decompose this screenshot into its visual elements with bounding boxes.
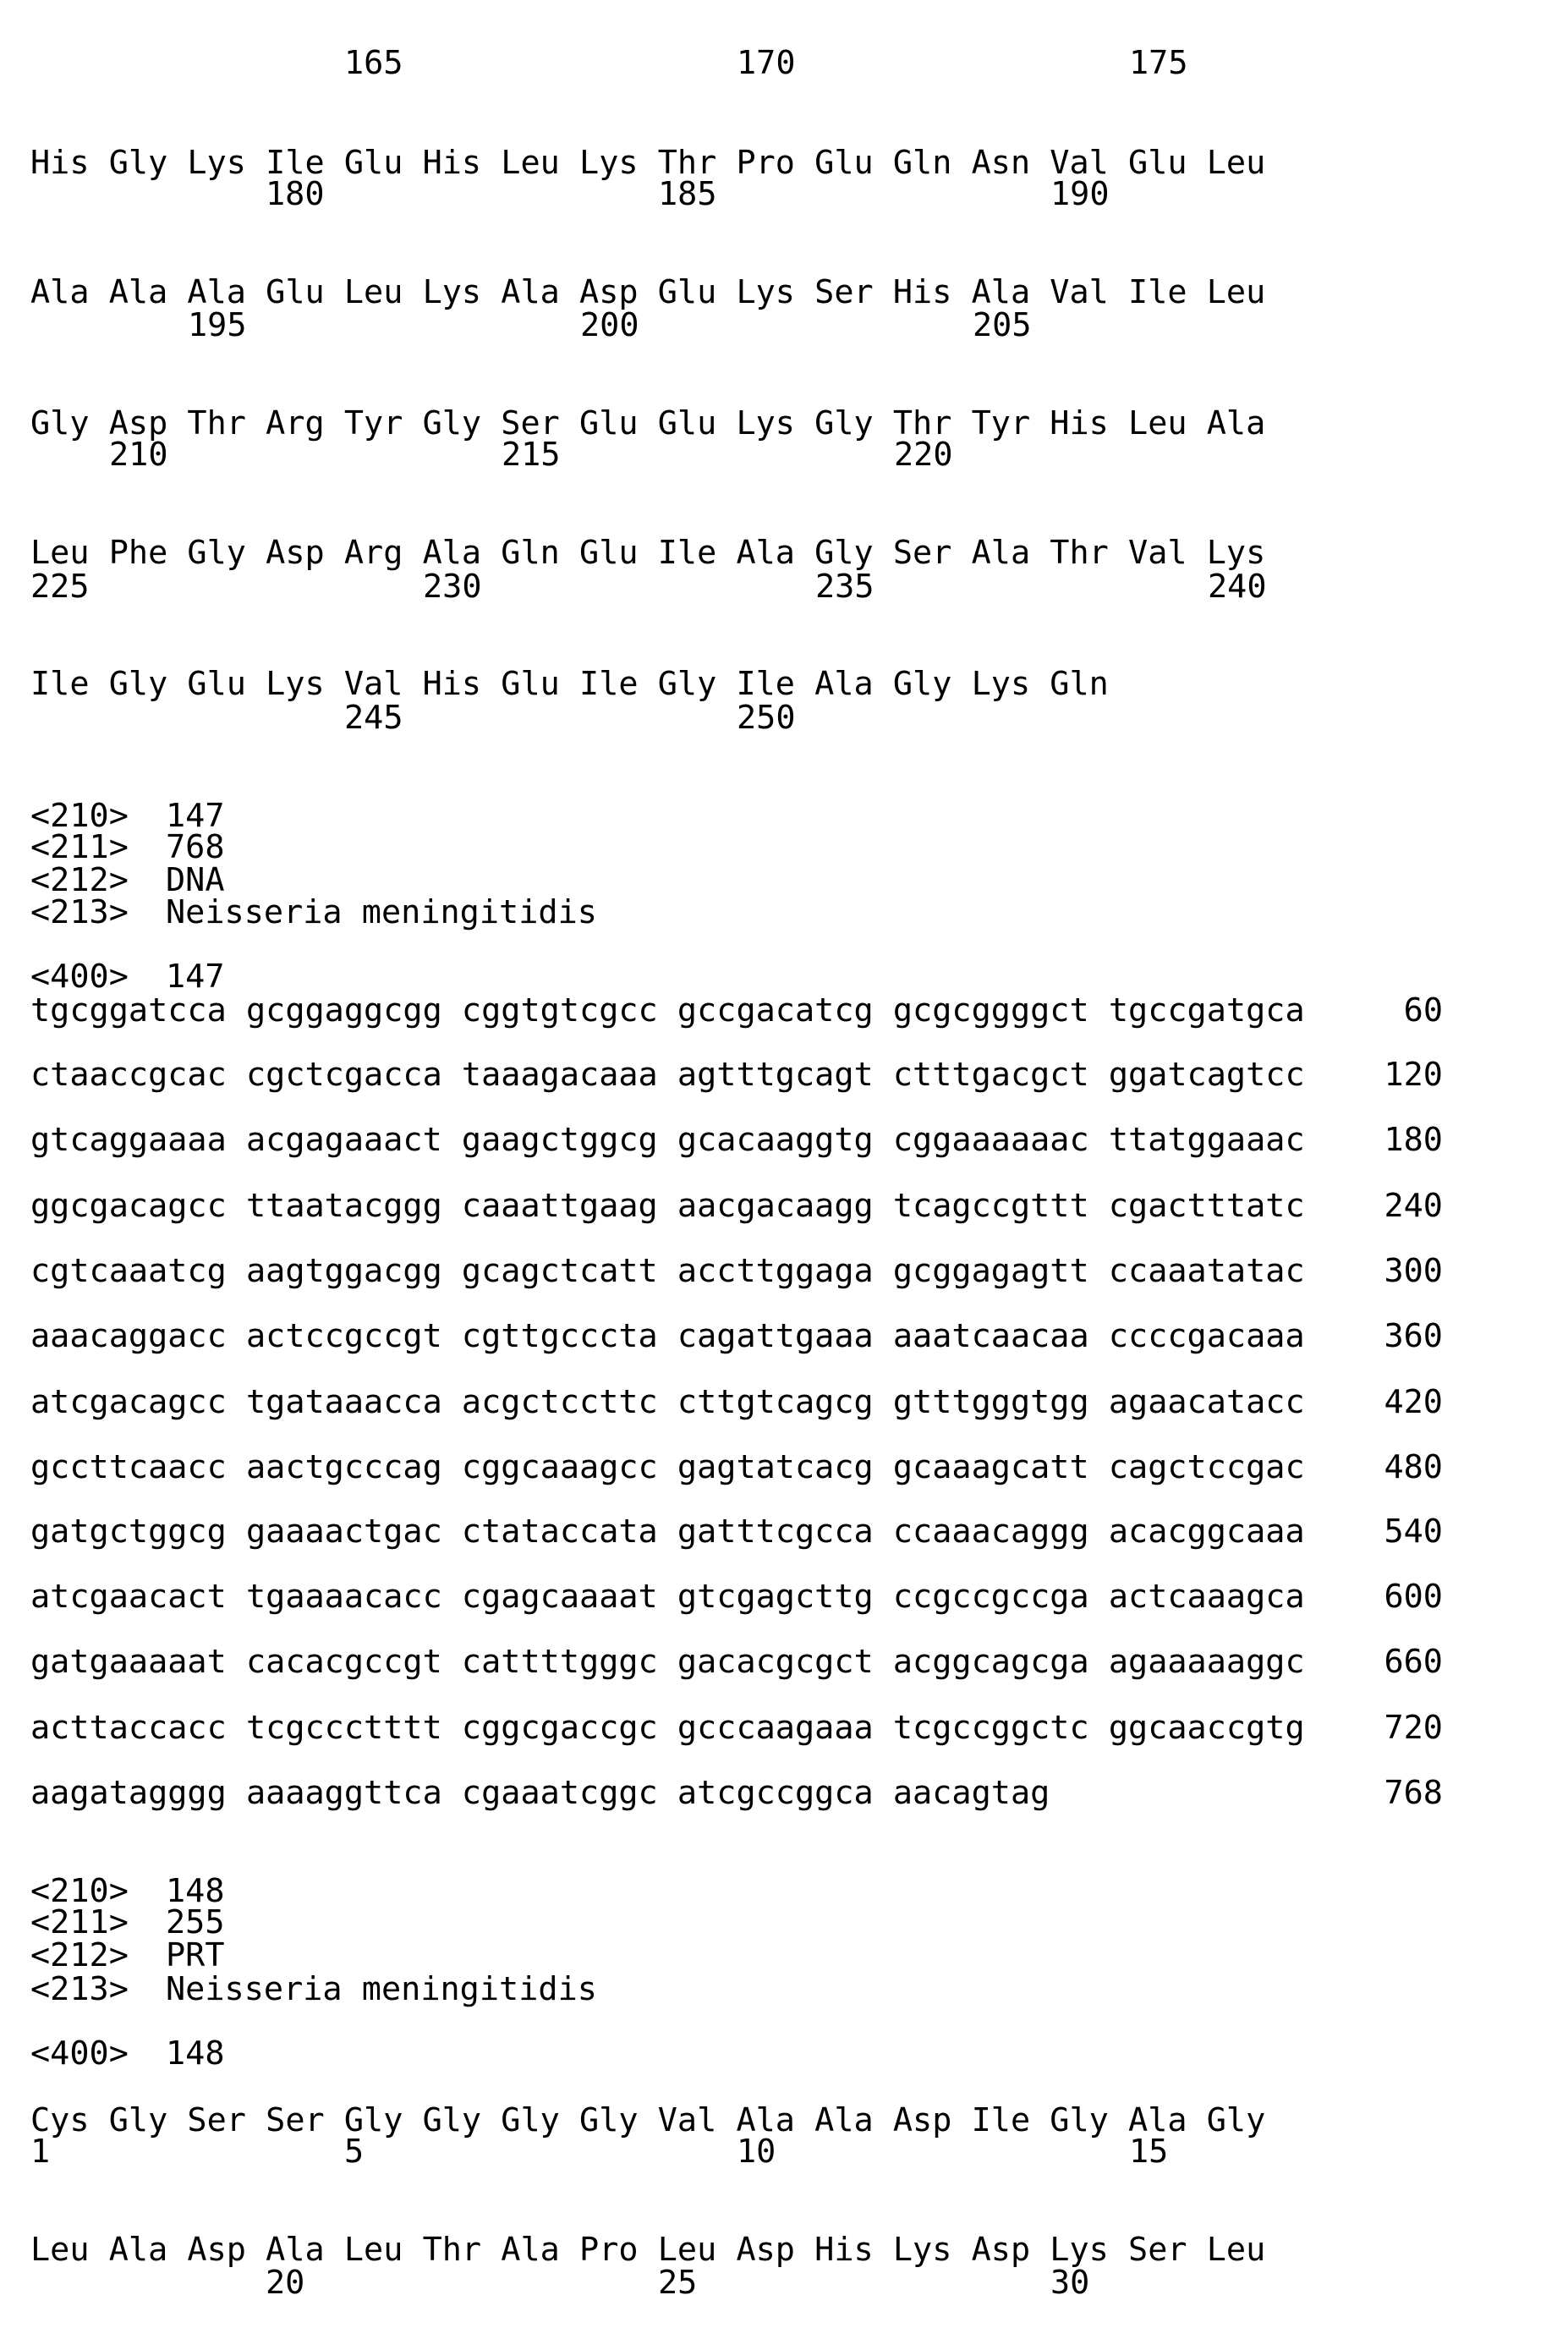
dna-sequence-line: gatgaaaaat cacacgccgt cattttgggc gacacgcgct acggcagcga agaaaaaggc [30,1644,1305,1681]
residue-number: 170 [737,45,796,82]
residue-number: 195 [188,307,247,344]
dna-position-number: 240 [1384,1188,1443,1225]
seq-id-value: 148 [166,2035,225,2073]
dna-sequence-line: cgtcaaatcg aagtggacgg gcagctcatt accttggaga gcggagagtt ccaaatatac [30,1253,1305,1290]
residue-number: 205 [973,307,1032,344]
residue-row: Leu Ala Asp Ala Leu Thr Ala Pro Leu Asp His Lys Asp Lys Ser Leu [30,2232,1265,2269]
dna-position-number: 120 [1384,1057,1443,1094]
dna-position-number: 480 [1384,1449,1443,1486]
type-value: DNA [166,862,225,899]
dna-position-number: 540 [1384,1513,1443,1551]
residue-number: 180 [266,176,325,213]
residue-row: His Gly Lys Ile Glu His Leu Lys Thr Pro Glu Gln Asn Val Glu Leu [30,145,1265,182]
dna-sequence-line: tgcggatcca gcggaggcgg cggtgtcgcc gccgacatcg gcgcggggct tgccgatgca [30,992,1305,1029]
organism-value: Neisseria meningitidis [166,894,597,931]
residue-number: 200 [580,307,639,344]
field-tag: <211> [30,829,129,866]
seq-id-value: 147 [166,798,225,835]
field-tag: <213> [30,894,129,931]
dna-position-number: 60 [1404,992,1443,1029]
dna-sequence-line: ctaaccgcac cgctcgacca taaagacaaa agtttgcagt ctttgacgct ggatcagtcc [30,1057,1305,1094]
field-tag: <210> [30,798,129,835]
residue-number: 25 [658,2265,697,2302]
field-tag: <213> [30,1971,129,2008]
dna-sequence-line: gtcaggaaaa acgagaaact gaagctggcg gcacaaggtg cggaaaaaac ttatggaaac [30,1122,1305,1159]
residue-number: 190 [1050,176,1110,213]
dna-position-number: 180 [1384,1122,1443,1159]
residue-number: 210 [109,436,168,474]
organism-value: Neisseria meningitidis [166,1971,597,2008]
dna-position-number: 660 [1384,1644,1443,1681]
residue-number: 225 [30,568,90,606]
residue-row: Leu Phe Gly Asp Arg Ala Gln Glu Ile Ala Gly Ser Ala Thr Val Lys [30,535,1265,572]
field-tag: <212> [30,1937,129,1974]
seq-id-value: 148 [166,1873,225,1910]
dna-position-number: 600 [1384,1579,1443,1616]
residue-number: 1 [30,2133,50,2171]
residue-number: 230 [423,568,482,606]
field-tag: <400> [30,958,129,996]
residue-number: 10 [737,2133,776,2171]
residue-number: 15 [1129,2133,1168,2171]
residue-number: 220 [894,436,953,474]
dna-sequence-line: gatgctggcg gaaaactgac ctataccata gatttcgcca ccaaacaggg acacggcaaa [30,1513,1305,1551]
dna-sequence-line: acttaccacc tcgccctttt cggcgaccgc gcccaagaaa tcgccggctc ggcaaccgtg [30,1710,1305,1747]
dna-position-number: 768 [1384,1775,1443,1812]
dna-sequence-line: aaacaggacc actccgccgt cgttgcccta cagattgaaa aaatcaacaa ccccgacaaa [30,1318,1305,1355]
seq-id-value: 147 [166,958,225,996]
residue-number: 30 [1050,2265,1089,2302]
dna-position-number: 300 [1384,1253,1443,1290]
residue-number: 175 [1129,45,1188,82]
residue-number: 215 [502,436,561,474]
dna-position-number: 360 [1384,1318,1443,1355]
length-value: 255 [166,1904,225,1941]
residue-row: Cys Gly Ser Ser Gly Gly Gly Gly Val Ala Ala Asp Ile Gly Ala Gly [30,2102,1265,2139]
field-tag: <212> [30,862,129,899]
dna-sequence-line: aagatagggg aaaaggttca cgaaatcggc atcgccggca aacagtag [30,1775,1050,1812]
dna-sequence-line: ggcgacagcc ttaatacggg caaattgaag aacgacaagg tcagccgttt cgactttatc [30,1188,1305,1225]
residue-number: 235 [815,568,874,606]
residue-number: 250 [737,700,796,737]
residue-number: 165 [344,45,403,82]
field-tag: <210> [30,1873,129,1910]
field-tag: <211> [30,1904,129,1941]
type-value: PRT [166,1937,225,1974]
residue-number: 185 [658,176,717,213]
residue-number: 5 [344,2133,364,2171]
field-tag: <400> [30,2035,129,2073]
residue-row: Gly Asp Thr Arg Tyr Gly Ser Glu Glu Lys Gly Thr Tyr His Leu Ala [30,405,1265,442]
length-value: 768 [166,829,225,866]
residue-number: 245 [344,700,403,737]
residue-row: Ala Ala Ala Glu Leu Lys Ala Asp Glu Lys Ser His Ala Val Ile Leu [30,274,1265,311]
dna-sequence-line: atcgacagcc tgataaacca acgctccttc cttgtcagcg gtttgggtgg agaacatacc [30,1384,1305,1421]
dna-sequence-line: atcgaacact tgaaaacacc cgagcaaaat gtcgagcttg ccgccgccga actcaaagca [30,1579,1305,1616]
residue-number: 240 [1208,568,1267,606]
dna-position-number: 420 [1384,1384,1443,1421]
dna-position-number: 720 [1384,1710,1443,1747]
residue-row: Ile Gly Glu Lys Val His Glu Ile Gly Ile Ala Gly Lys Gln [30,666,1109,703]
dna-sequence-line: gccttcaacc aactgcccag cggcaaagcc gagtatcacg gcaaagcatt cagctccgac [30,1449,1305,1486]
residue-number: 20 [266,2265,304,2302]
